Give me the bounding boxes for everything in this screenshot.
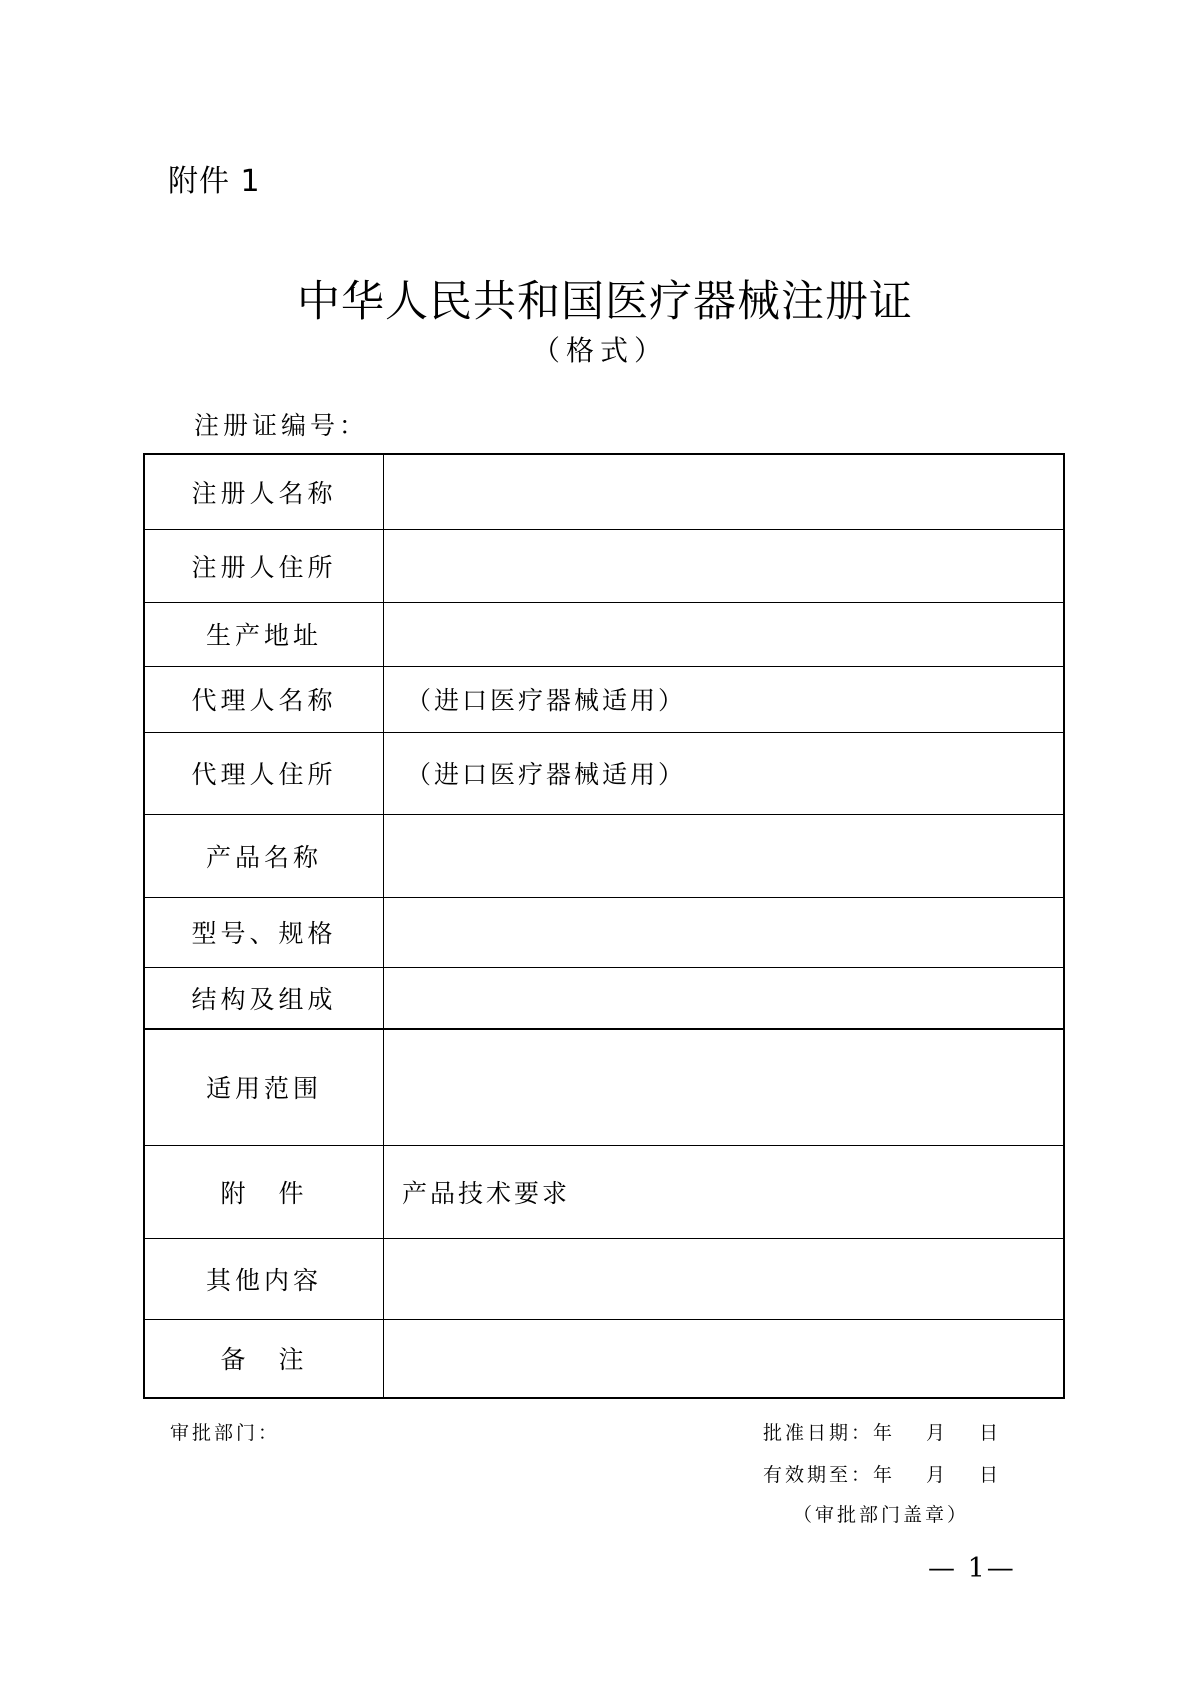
page-number: — 1— (928, 1553, 1016, 1584)
row-value: （进口医疗器械适用） (384, 666, 1065, 732)
row-label: 注册人名称 (144, 454, 384, 529)
table-row (144, 897, 1064, 967)
row-label: 代理人住所 (144, 732, 384, 814)
attachment-label: 附件 1 (168, 164, 261, 199)
row-label: 注册人住所 (144, 529, 384, 602)
table-row (144, 602, 1064, 666)
table-row (144, 814, 1064, 897)
table-row (144, 529, 1064, 602)
row-value (384, 897, 1065, 967)
row-value (384, 1238, 1065, 1319)
row-label: 结构及组成 (144, 967, 384, 1029)
row-label: 附 件 (144, 1145, 384, 1238)
row-value (384, 602, 1065, 666)
table-row (144, 732, 1064, 814)
row-label: 备 注 (144, 1319, 384, 1398)
table-row (144, 454, 1064, 529)
table-row (144, 1238, 1064, 1319)
row-label: 适用范围 (144, 1029, 384, 1145)
row-value (384, 1029, 1065, 1145)
row-label: 产品名称 (144, 814, 384, 897)
row-value (384, 454, 1065, 529)
table-row (144, 967, 1064, 1029)
row-label: 生产地址 (144, 602, 384, 666)
row-value: 产品技术要求 (384, 1145, 1065, 1238)
row-value: （进口医疗器械适用） (384, 732, 1065, 814)
document-subtitle: （格式） (531, 334, 668, 367)
table-row (144, 666, 1064, 732)
stamp-note: （审批部门盖章） (793, 1504, 970, 1526)
row-label: 型号、规格 (144, 897, 384, 967)
approval-department-label: 审批部门： (170, 1422, 281, 1444)
row-value (384, 529, 1065, 602)
row-value (384, 967, 1065, 1029)
document-title: 中华人民共和国医疗器械注册证 (297, 277, 913, 327)
row-label: 其他内容 (144, 1238, 384, 1319)
table-row (144, 1319, 1064, 1398)
valid-until-label: 有效期至：年 月 日 (763, 1464, 1002, 1486)
row-value (384, 1319, 1065, 1398)
table-row (144, 1029, 1064, 1145)
approval-date-label: 批准日期：年 月 日 (763, 1422, 1002, 1444)
row-label: 代理人名称 (144, 666, 384, 732)
certificate-form-table (143, 453, 1065, 1399)
table-row (144, 1145, 1064, 1238)
row-value (384, 814, 1065, 897)
certificate-number-label: 注册证编号： (194, 411, 369, 440)
